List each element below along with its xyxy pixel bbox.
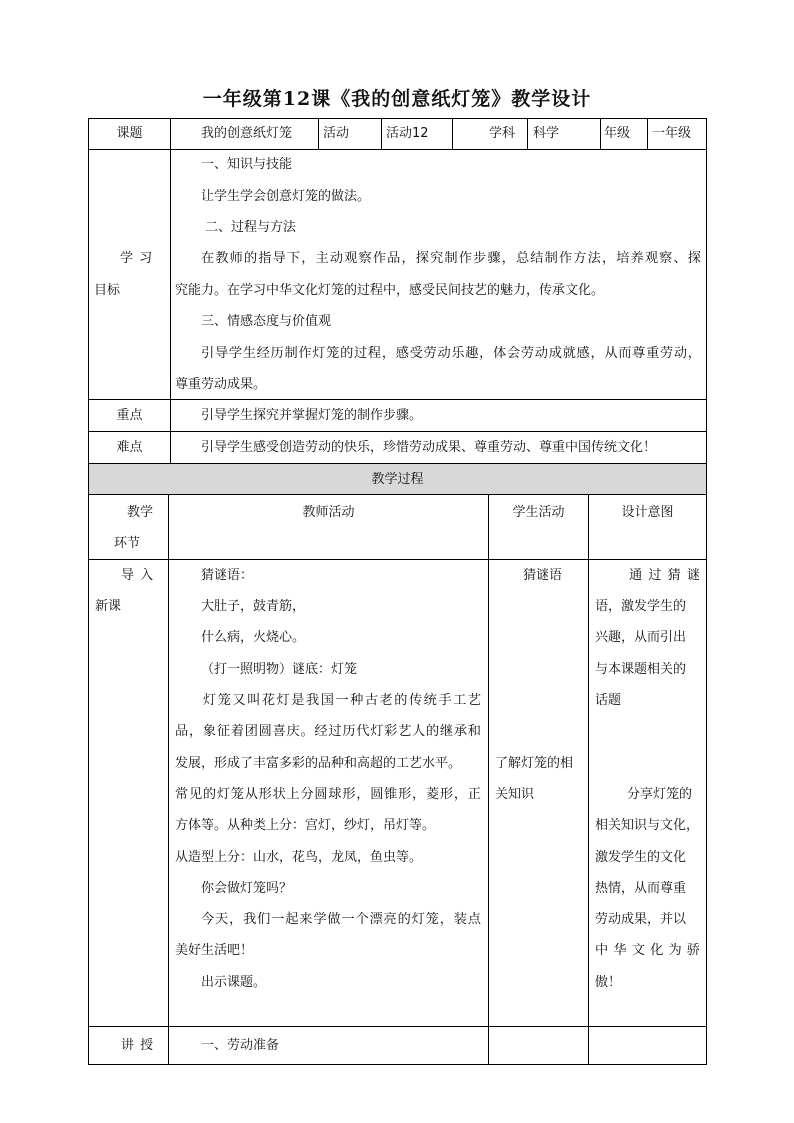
activity-label: 活动: [323, 126, 350, 141]
teacher-line: 常见的灯笼从形状上分圆球形，圆锥形，菱形，正: [175, 787, 481, 802]
design-line: 中华文化为骄: [595, 943, 700, 958]
key-point-label: 重点: [116, 408, 143, 423]
col-design: 设计意图: [621, 505, 674, 520]
design-line: 兴趣，从而引出: [595, 630, 687, 645]
table-border: [88, 494, 707, 495]
lecture-stage: 讲 授: [121, 1038, 155, 1053]
table-border: [88, 559, 707, 560]
topic-value: 我的创意纸灯笼: [201, 126, 293, 141]
table-border: [88, 431, 707, 432]
goals-line: 在教师的指导下，主动观察作品，探究制作步骤，总结制作方法，培养观察、探: [201, 251, 701, 266]
design-line: 通过猜谜: [629, 568, 700, 583]
lecture-teacher: 一、劳动准备: [201, 1038, 280, 1053]
teacher-line: 发展，形成了丰富多彩的品种和高超的工艺水平。: [175, 756, 462, 771]
activity-value: 活动12: [386, 126, 429, 141]
design-line: 话题: [595, 693, 622, 708]
difficulty-text: 引导学生感受创造劳动的快乐，珍惜劳动成果、尊重劳动、尊重中国传统文化！: [201, 440, 657, 455]
teacher-line: 美好生活吧！: [175, 943, 254, 958]
table-border: [488, 494, 489, 1065]
process-header: 教学过程: [371, 472, 424, 487]
teacher-line: 品，象征着团圆喜庆。经过历代灯彩艺人的继承和: [175, 724, 481, 739]
design-line: 相关知识与文化，: [595, 818, 700, 833]
design-line: 傲！: [595, 975, 622, 990]
goals-line: 尊重劳动成果。: [175, 377, 267, 392]
teacher-line: 今天，我们一起来学做一个漂亮的灯笼，装点: [201, 912, 481, 927]
table-border: [88, 118, 707, 119]
teacher-line: 你会做灯笼吗？: [201, 881, 293, 896]
col-student: 学生活动: [512, 505, 565, 520]
table-border: [600, 118, 601, 149]
subject-label: 学科: [489, 126, 516, 141]
goals-line: 二、过程与方法: [205, 220, 297, 235]
goals-label: 学 习: [120, 251, 154, 266]
design-line: 语，激发学生的: [595, 599, 687, 614]
goals-line: 三、情感态度与价值观: [201, 314, 332, 329]
subject-value: 科学: [533, 126, 560, 141]
table-border: [647, 118, 648, 149]
student-activity: 猜谜语: [523, 568, 563, 583]
teacher-line: （打一照明物）谜底：灯笼: [201, 662, 358, 677]
table-border: [168, 494, 169, 1065]
col-stage: 教学: [127, 505, 154, 520]
grade-value: 一年级: [652, 126, 692, 141]
grade-label: 年级: [604, 126, 631, 141]
goals-line: 引导学生经历制作灯笼的过程，感受劳动乐趣，体会劳动成就感，从而尊重劳动，: [201, 346, 701, 361]
design-line: 劳动成果，并以: [595, 912, 687, 927]
design-line: 热情，从而尊重: [595, 881, 687, 896]
col-teacher: 教师活动: [302, 505, 355, 520]
design-line: 分享灯笼的: [627, 787, 693, 802]
page-title: 一年级第12课《我的创意纸灯笼》教学设计: [202, 88, 592, 110]
col-stage-2: 环节: [114, 536, 141, 551]
table-border: [381, 118, 382, 149]
intro-stage-2: 新课: [95, 599, 122, 614]
teacher-line: 从造型上分：山水，花鸟，龙凤，鱼虫等。: [175, 850, 423, 865]
difficulty-label: 难点: [116, 440, 143, 455]
table-border: [588, 494, 589, 1065]
topic-label: 课题: [116, 126, 143, 141]
teacher-line: 大肚子，鼓青筋，: [201, 599, 306, 614]
teacher-line: 出示课题。: [201, 975, 267, 990]
student-activity: 关知识: [495, 787, 535, 802]
goals-line: 一、知识与技能: [201, 157, 293, 172]
table-border: [88, 1026, 707, 1027]
goals-label-2: 目标: [94, 283, 121, 298]
table-border: [318, 118, 319, 149]
design-line: 与本课题相关的: [595, 662, 687, 677]
teacher-line: 灯笼又叫花灯是我国一种古老的传统手工艺: [203, 693, 481, 708]
teacher-line: 方体等。从种类上分：宫灯，纱灯，吊灯等。: [175, 818, 436, 833]
key-point-text: 引导学生探究并掌握灯笼的制作步骤。: [201, 408, 423, 423]
student-activity: 了解灯笼的相: [495, 756, 574, 771]
table-border: [170, 118, 171, 463]
goals-line: 究能力。在学习中华文化灯笼的过程中，感受民间技艺的魅力，传承文化。: [175, 283, 605, 298]
teacher-line: 猜谜语：: [201, 568, 254, 583]
table-border: [88, 149, 707, 150]
design-line: 激发学生的文化: [595, 850, 687, 865]
table-border: [88, 399, 707, 400]
goals-line: 让学生学会创意灯笼的做法。: [201, 189, 371, 204]
table-border: [706, 118, 707, 1065]
table-border: [527, 118, 528, 149]
table-border: [452, 118, 453, 149]
table-border: [88, 118, 89, 1065]
teacher-line: 什么病，火烧心。: [201, 630, 306, 645]
intro-stage: 导 入: [121, 568, 155, 583]
table-border: [88, 1064, 707, 1065]
